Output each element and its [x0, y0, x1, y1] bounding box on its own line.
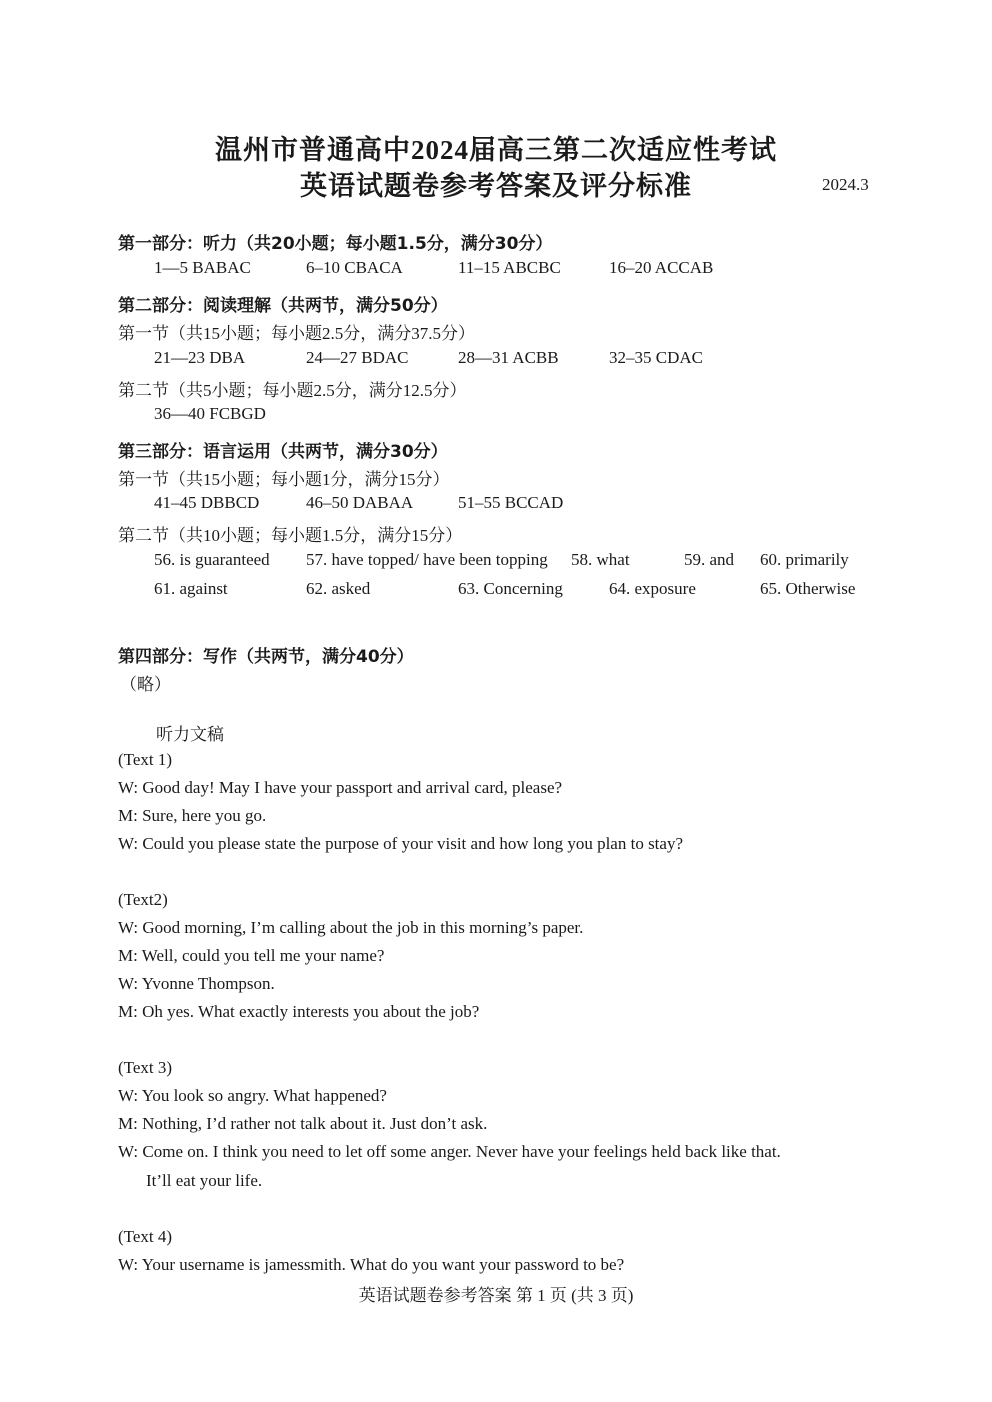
document-subtitle: 英语试题卷参考答案及评分标准 — [300, 171, 692, 201]
fill-answer: 63. Concerning — [458, 579, 563, 598]
transcript-line: W: Could you please state the purpose of your visit and how long you plan to stay? — [118, 834, 683, 853]
answer-group: 41–45 DBBCD — [154, 493, 260, 512]
part4-heading: 第四部分：写作（共两节，满分40分） — [118, 647, 414, 667]
answer-group: 28—31 ACBB — [458, 348, 559, 367]
answer-group: 21—23 DBA — [154, 348, 246, 367]
fill-answer: 56. is guaranteed — [154, 550, 270, 569]
transcript-line: M: Nothing, I’d rather not talk about it. Just don’t ask. — [118, 1114, 488, 1133]
answer-group: 16–20 ACCAB — [609, 258, 714, 277]
transcript-line: W: Good day! May I have your passport and arrival card, please? — [118, 778, 563, 797]
part3-heading: 第三部分：语言运用（共两节，满分30分） — [118, 442, 448, 462]
fill-answer: 57. have topped/ have been topping — [306, 550, 548, 569]
part3-section2-heading: 第二节（共10小题；每小题1.5分，满分15分） — [118, 526, 463, 545]
answer-group: 36—40 FCBGD — [154, 404, 266, 423]
fill-answer: 62. asked — [306, 579, 371, 598]
fill-answer: 59. and — [684, 550, 735, 569]
fill-answer: 58. what — [571, 550, 630, 569]
answer-group: 51–55 BCCAD — [458, 493, 564, 512]
part1-heading: 第一部分：听力（共20小题；每小题1.5分，满分30分） — [118, 234, 553, 254]
answer-group: 32–35 CDAC — [609, 348, 703, 367]
transcript-line: W: Come on. I think you need to let off some anger. Never have your feelings held back like that. — [118, 1142, 781, 1161]
answer-group: 6–10 CBACA — [306, 258, 403, 277]
answer-group: 1—5 BABAC — [154, 258, 251, 277]
part2-heading: 第二部分：阅读理解（共两节，满分50分） — [118, 296, 448, 316]
transcript-line: W: Your username is jamessmith. What do you want your password to be? — [118, 1255, 625, 1274]
fill-answer: 65. Otherwise — [760, 579, 856, 598]
transcript-line: (Text 4) — [118, 1227, 173, 1246]
transcript-line: W: Good morning, I’m calling about the job in this morning’s paper. — [118, 918, 584, 937]
transcript-line: (Text 1) — [118, 750, 173, 769]
transcript-heading: 听力文稿 — [156, 725, 224, 744]
transcript-line: M: Well, could you tell me your name? — [118, 946, 385, 965]
fill-answer: 64. exposure — [609, 579, 696, 598]
transcript-line: (Text 3) — [118, 1058, 173, 1077]
part2-section2-heading: 第二节（共5小题；每小题2.5分，满分12.5分） — [118, 381, 467, 400]
document-title: 温州市普通高中2024届高三第二次适应性考试 — [215, 135, 777, 165]
answer-group: 46–50 DABAA — [306, 493, 414, 512]
transcript-line: M: Sure, here you go. — [118, 806, 267, 825]
page-footer: 英语试题卷参考答案 第 1 页 (共 3 页) — [358, 1286, 634, 1305]
part2-section1-heading: 第一节（共15小题；每小题2.5分，满分37.5分） — [118, 324, 475, 343]
transcript-line: It’ll eat your life. — [146, 1171, 263, 1190]
answer-group: 11–15 ABCBC — [458, 258, 561, 277]
answer-group: 24—27 BDAC — [306, 348, 409, 367]
fill-answer: 61. against — [154, 579, 228, 598]
part4-note: （略） — [120, 675, 171, 694]
transcript-line: (Text2) — [118, 890, 168, 909]
fill-answer: 60. primarily — [760, 550, 849, 569]
document-date: 2024.3 — [822, 175, 869, 194]
transcript-line: W: You look so angry. What happened? — [118, 1086, 387, 1105]
transcript-line: W: Yvonne Thompson. — [118, 974, 275, 993]
transcript-line: M: Oh yes. What exactly interests you about the job? — [118, 1002, 480, 1021]
part3-section1-heading: 第一节（共15小题；每小题1分，满分15分） — [118, 470, 450, 489]
